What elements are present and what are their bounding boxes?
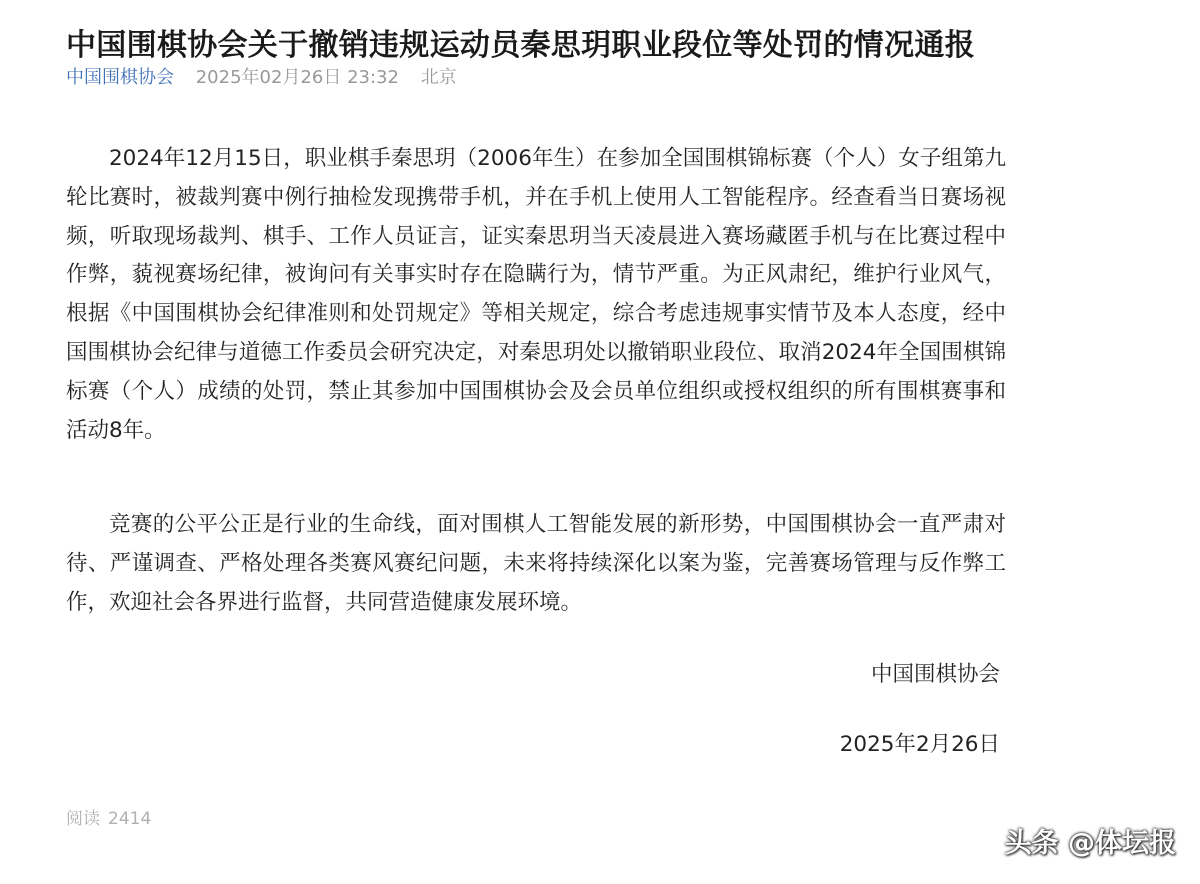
body-paragraph-2: 竞赛的公平公正是行业的生命线，面对围棋人工智能发展的新形势，中国围棋协会一直严肃对待、严谨调查、严格处理各类赛风赛纪问题，未来将持续深化以案为鉴，完善赛场管理与反作弊工作，欢迎社会各界进行监督，共同营造健康发展环境。 [66, 512, 1006, 615]
read-count-value: 2414 [108, 809, 152, 829]
source-link[interactable]: 中国围棋协会 [66, 67, 174, 88]
signature-date: 2025年2月26日 [839, 732, 1000, 757]
watermark: 头条 @体坛报 [1004, 828, 1176, 859]
publish-location: 北京 [420, 67, 457, 88]
body-paragraph-1: 2024年12月15日，职业棋手秦思玥（2006年生）在参加全国围棋锦标赛（个人）女子组第九轮比赛时，被裁判赛中例行抽检发现携带手机，并在手机上使用人工智能程序。经查看当日赛场视频，听取现场裁判、棋手、工作人员证言，证实秦思玥当天凌晨进入赛场藏匿手机与在比赛过程中作弊，藐视赛场纪律，被询问有关事实时存在隐瞒行为，情节严重。为正风肃纪，维护行业风气，根据《中国围棋协会纪律准则和处罚规定》等相关规定，综合考虑违规事实情节及本人态度，经中国围棋协会纪律与道德工作委员会研究决定，对秦思玥处以撤销职业段位、取消2024年全国围棋锦标赛（个人）成绩的处罚，禁止其参加中国围棋协会及会员单位组织或授权组织的所有围棋赛事和活动8年。 [66, 146, 1006, 443]
signature-organization: 中国围棋协会 [870, 662, 1000, 687]
read-count-label: 阅读 [66, 809, 100, 829]
read-count [66, 806, 151, 832]
article-meta [66, 64, 457, 92]
article-title: 中国围棋协会关于撤销违规运动员秦思玥职业段位等处罚的情况通报 [66, 28, 975, 64]
publish-datetime: 2025年02月26日 23:32 [195, 67, 399, 88]
